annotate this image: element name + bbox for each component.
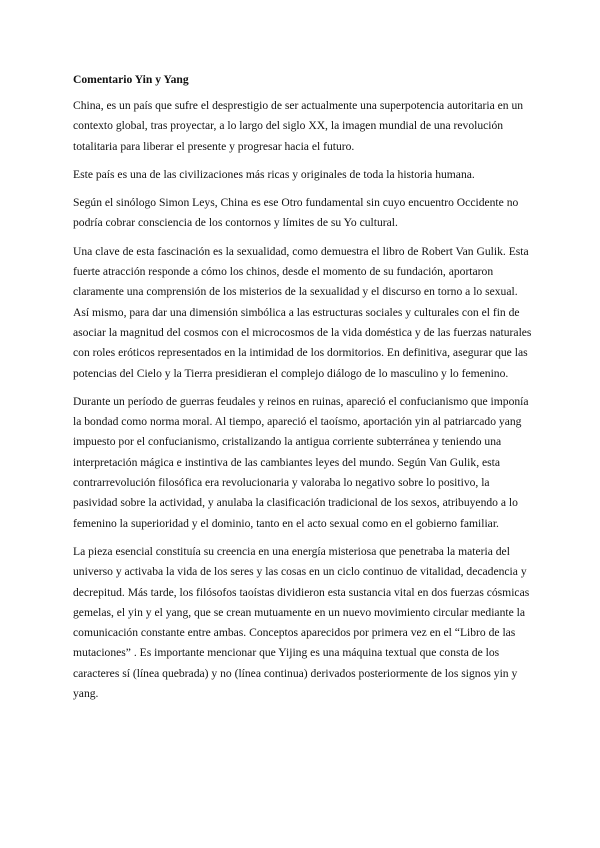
paragraph-3: Según el sinólogo Simon Leys, China es ese Otro fundamental sin cuyo encuentro Occidente no podría cobrar consciencia de los contornos y límites de su Yo cultural. <box>73 196 519 230</box>
paragraph-5: Durante un período de guerras feudales y reinos en ruinas, apareció el confucianismo que imponía la bondad como norma moral. Al tiempo, apareció el taoísmo, aportación yin al patriarcado yang impuesto por el confucianismo, cristalizando la antigua corriente subterránea y teniendo una interpretación mágica e instintiva de las cambiantes leyes del mundo. Según Van Gulik, esta contrarrevolución filosófica era revolucionaria y valoraba lo negativo sobre lo positivo, la pasividad sobre la actividad, y anulaba la clasificación tradicional de los sexos, atribuyendo a lo femenino la superioridad y el dominio, tanto en el acto sexual como en el gobierno familiar. <box>73 394 529 530</box>
document-title: Comentario Yin y Yang <box>73 73 189 86</box>
paragraph-2: Este país es una de las civilizaciones más ricas y originales de toda la historia humana. <box>73 167 475 181</box>
paragraph-6: La pieza esencial constituía su creencia en una energía misteriosa que penetraba la materia del universo y activaba la vida de los seres y las cosas en un ciclo continuo de vitalidad, decadencia y decrepitud. Más tarde, los filósofos taoístas dividieron esta sustancia vital en dos fuerzas cósmicas gemelas, el yin y el yang, que se crean mutuamente en un nuevo movimiento circular mediante la comunicación constante entre ambas. Conceptos aparecidos por primera vez en el “Libro de las mutaciones” . Es importante mencionar que Yijing es una máquina textual que consta de los caracteres sí (línea quebrada) y no (línea continua) derivados posteriormente de los signos yin y yang. <box>73 544 530 701</box>
document-body <box>73 70 533 712</box>
paragraph-1: China, es un país que sufre el desprestigio de ser actualmente una superpotencia autoritaria en un contexto global, tras proyectar, a lo largo del siglo XX, la imagen mundial de una revolución totalitaria para liberar el presente y progresar hacia el futuro. <box>73 99 524 153</box>
paragraph-4: Una clave de esta fascinación es la sexualidad, como demuestra el libro de Robert Van Gulik. Esta fuerte atracción responde a cómo los chinos, desde el momento de su fundación, aportaron claramente una comprensión de los misterios de la sexualidad y el discurso en torno a lo sexual. Así mismo, para dar una dimensión simbólica a las estructuras sociales y culturales con el fin de asociar la magnitud del cosmos con el microcosmos de la vida doméstica y de las fuerzas naturales con roles eróticos representados en la intimidad de los dormitorios. En definitiva, asegurar que las potencias del Cielo y la Tierra presidieran el complejo diálogo de lo masculino y lo femenino. <box>73 244 532 380</box>
